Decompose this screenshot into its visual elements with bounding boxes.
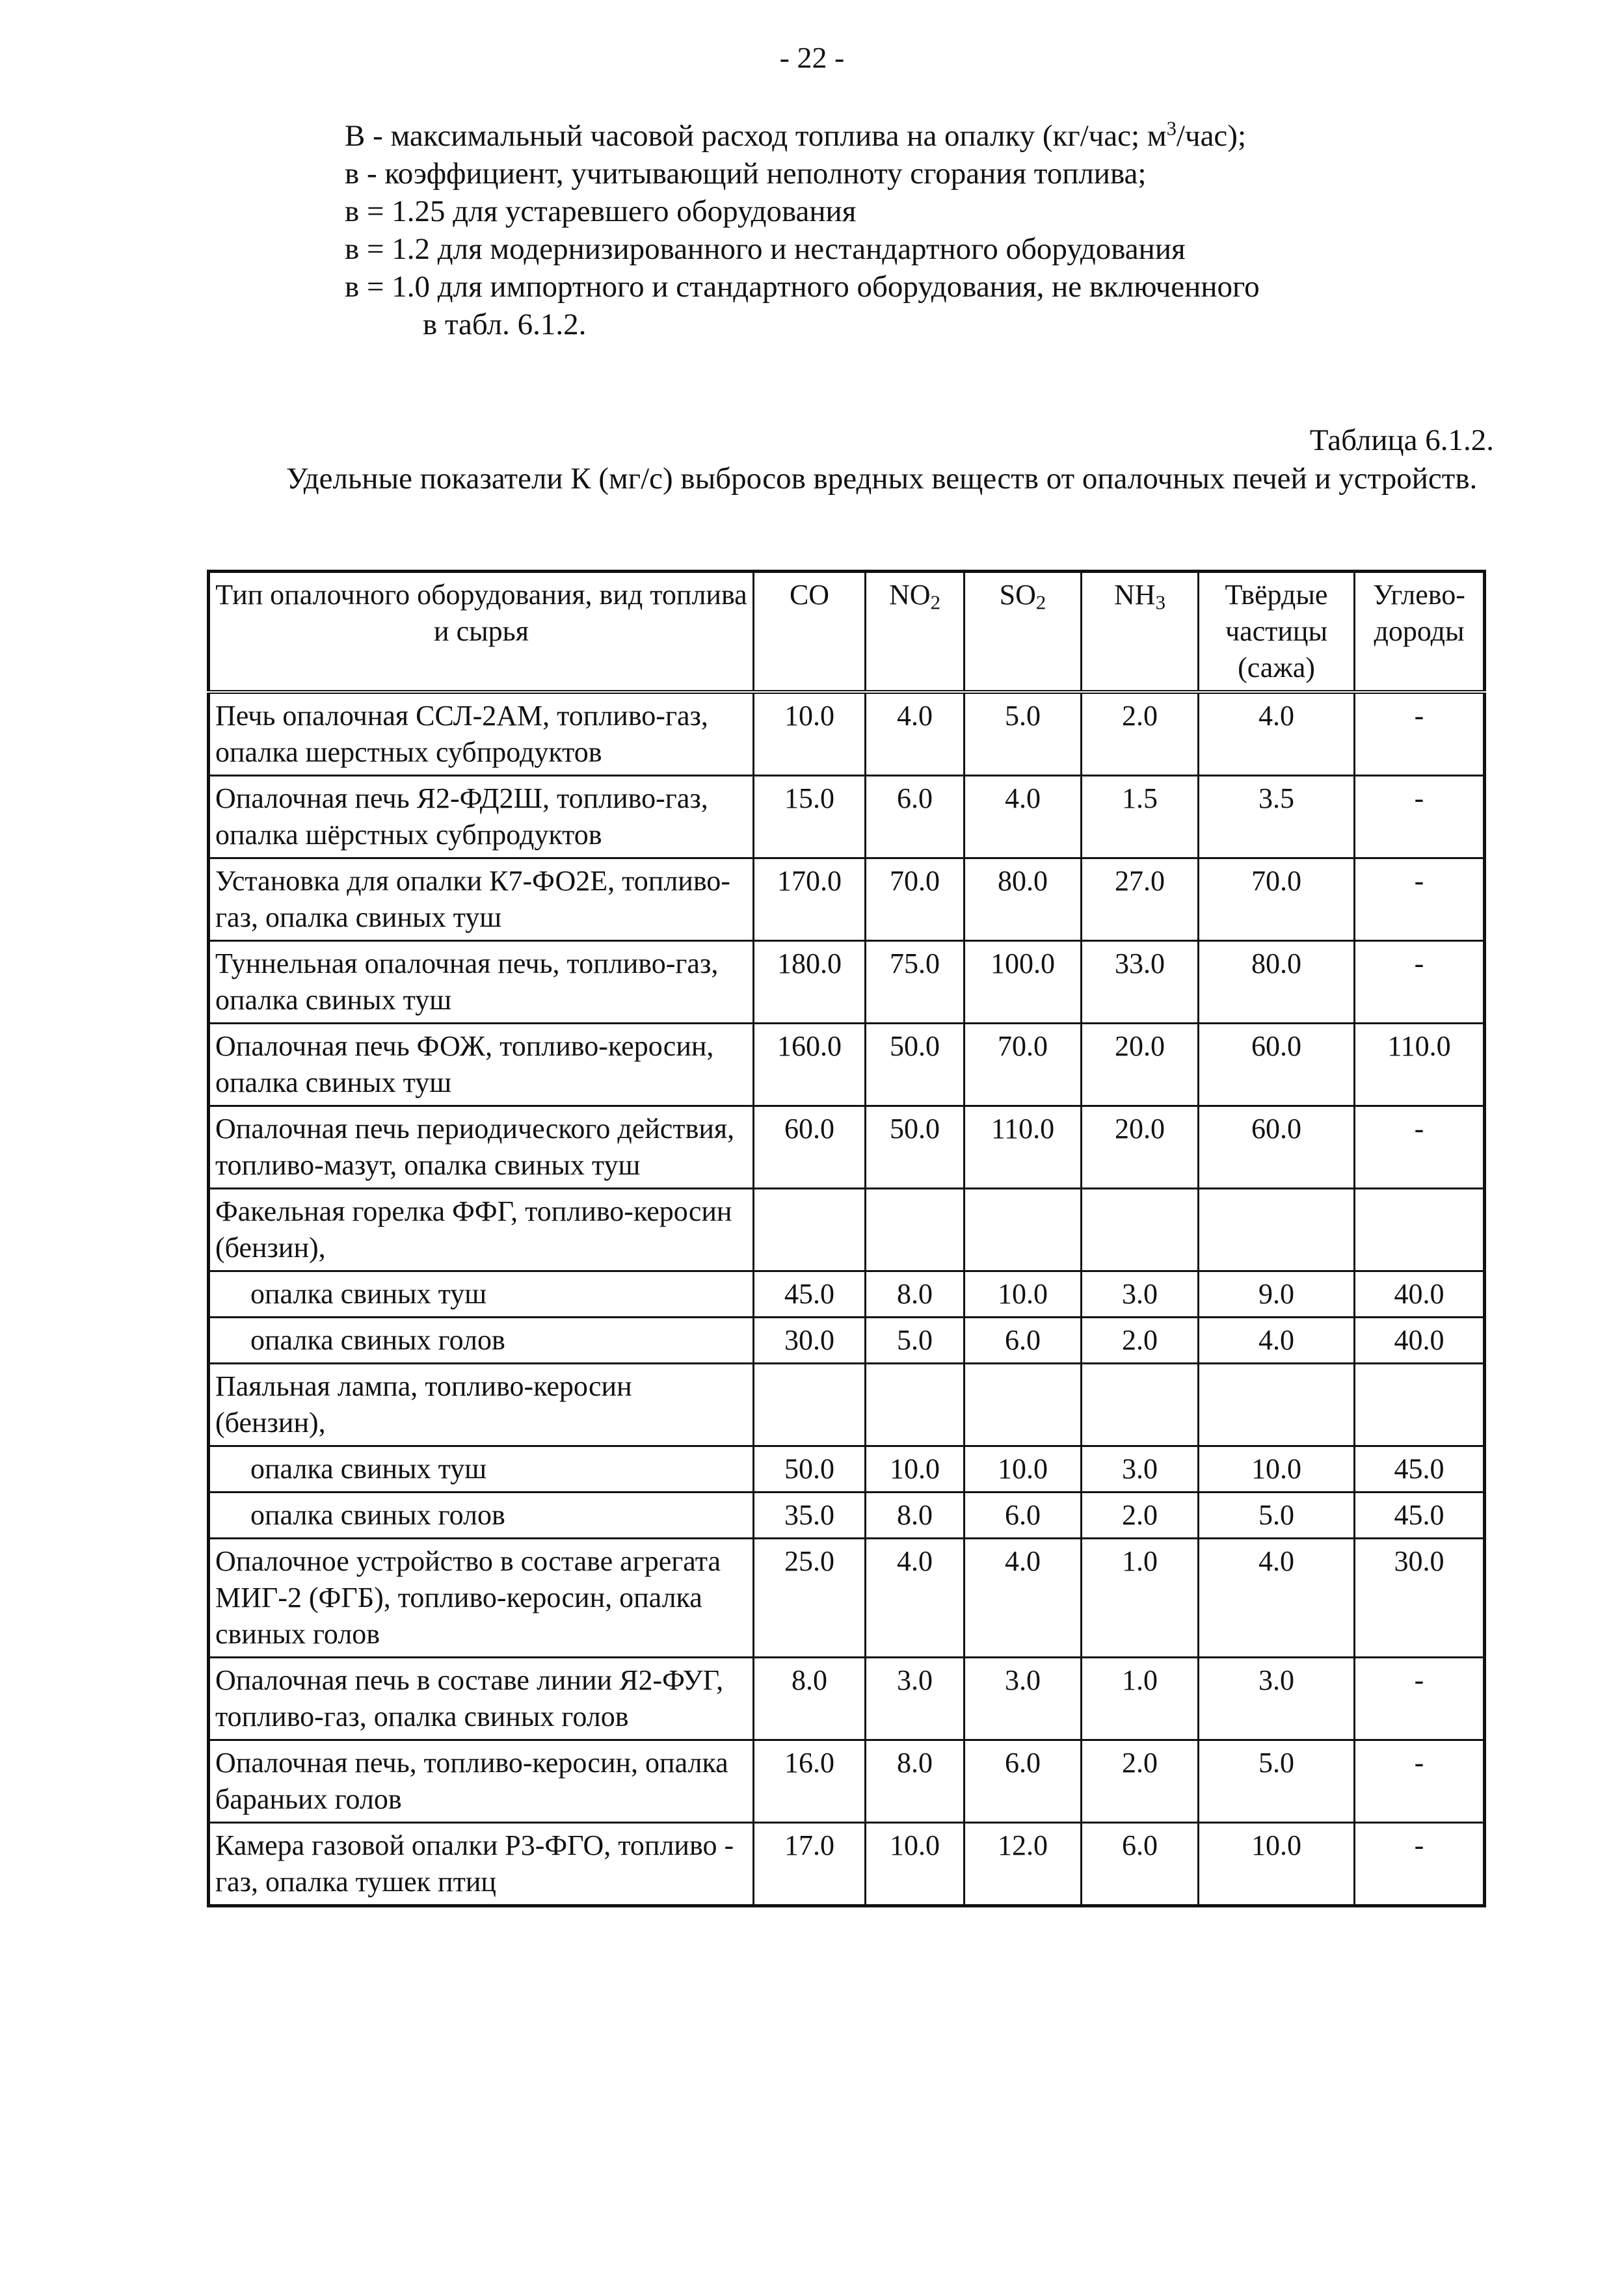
- cell-co: 170.0: [754, 858, 866, 941]
- table-subrow: [209, 1493, 1485, 1539]
- cell-nh3: 27.0: [1082, 858, 1199, 941]
- table-row: [209, 941, 1485, 1024]
- cell-solid: 4.0: [1199, 1318, 1355, 1364]
- cell-hydrocarbons: 40.0: [1355, 1318, 1485, 1364]
- cell-co: 60.0: [754, 1106, 866, 1189]
- cell-co: 30.0: [754, 1318, 866, 1364]
- table-row: [209, 1024, 1485, 1106]
- cell-so2: 10.0: [965, 1271, 1082, 1318]
- cell-so2: 3.0: [965, 1658, 1082, 1740]
- row-name: Опалочная печь ФОЖ, топливо-керосин, опалка свиных туш: [209, 1024, 754, 1106]
- cell-so2: 70.0: [965, 1024, 1082, 1106]
- table-number: Таблица 6.1.2.: [1309, 423, 1494, 457]
- cell-nh3: 3.0: [1082, 1271, 1199, 1318]
- cell-no2: 75.0: [866, 941, 965, 1024]
- cell-so2: 4.0: [965, 1539, 1082, 1658]
- table-row: [209, 1106, 1485, 1189]
- legend-line: в = 1.25 для устаревшего оборудования: [345, 194, 857, 228]
- subrow-name: опалка свиных голов: [209, 1318, 754, 1364]
- cell-solid: 3.5: [1199, 776, 1355, 858]
- legend-line: в = 1.0 для импортного и стандартного оборудования, не включенного: [345, 270, 1260, 304]
- cell-hydrocarbons: -: [1355, 941, 1485, 1024]
- header-type: Тип опалочного оборудования, вид топлива и сырья: [209, 572, 754, 693]
- cell-co: 25.0: [754, 1539, 866, 1658]
- cell-so2: 4.0: [965, 776, 1082, 858]
- table-group-heading: [209, 1189, 1485, 1271]
- cell-nh3: 20.0: [1082, 1024, 1199, 1106]
- cell-no2: 6.0: [866, 776, 965, 858]
- cell-hydrocarbons: -: [1355, 1106, 1485, 1189]
- row-name: Опалочная печь в составе линии Я2-ФУГ, топливо-газ, опалка свиных голов: [209, 1658, 754, 1740]
- row-name: Туннельная опалочная печь, топливо-газ, опалка свиных туш: [209, 941, 754, 1024]
- table-row: [209, 776, 1485, 858]
- cell-hydrocarbons: 110.0: [1355, 1024, 1485, 1106]
- table-subrow: [209, 1271, 1485, 1318]
- row-name: Печь опалочная ССЛ-2АМ, топливо-газ, опалка шерстных субпродуктов: [209, 692, 754, 776]
- cell-solid: 70.0: [1199, 858, 1355, 941]
- row-name: Опалочная печь Я2-ФД2Ш, топливо-газ, опалка шёрстных субпродуктов: [209, 776, 754, 858]
- cell-solid: 10.0: [1199, 1446, 1355, 1493]
- legend-line: в - коэффициент, учитывающий неполноту сгорания топлива;: [345, 157, 1147, 191]
- group-name: Паяльная лампа, топливо-керосин (бензин),: [209, 1364, 754, 1446]
- cell-no2: 3.0: [866, 1658, 965, 1740]
- cell-no2: 4.0: [866, 692, 965, 776]
- cell-nh3: 1.5: [1082, 776, 1199, 858]
- cell-no2: 10.0: [866, 1823, 965, 1906]
- table-subrow: [209, 1318, 1485, 1364]
- cell-no2: 10.0: [866, 1446, 965, 1493]
- cell-nh3: 1.0: [1082, 1658, 1199, 1740]
- cell-solid: 80.0: [1199, 941, 1355, 1024]
- cell-hydrocarbons: -: [1355, 1740, 1485, 1823]
- cell-co: 16.0: [754, 1740, 866, 1823]
- cell-so2: 5.0: [965, 692, 1082, 776]
- cell-so2: 6.0: [965, 1740, 1082, 1823]
- legend-line: в табл. 6.1.2.: [423, 308, 587, 341]
- cell-nh3: 2.0: [1082, 1493, 1199, 1539]
- cell-hydrocarbons: -: [1355, 858, 1485, 941]
- cell-co: 15.0: [754, 776, 866, 858]
- cell-so2: 6.0: [965, 1318, 1082, 1364]
- cell-solid: 5.0: [1199, 1740, 1355, 1823]
- cell-so2: 12.0: [965, 1823, 1082, 1906]
- row-name: Установка для опалки К7-ФО2Е, топливо-газ, опалка свиных туш: [209, 858, 754, 941]
- cell-no2: 50.0: [866, 1024, 965, 1106]
- table-row: [209, 858, 1485, 941]
- cell-no2: 5.0: [866, 1318, 965, 1364]
- cell-co: 180.0: [754, 941, 866, 1024]
- table-row: [209, 1658, 1485, 1740]
- subrow-name: опалка свиных голов: [209, 1493, 754, 1539]
- table-subrow: [209, 1446, 1485, 1493]
- cell-no2: 8.0: [866, 1740, 965, 1823]
- table-header-row: [209, 572, 1485, 693]
- cell-solid: 4.0: [1199, 1539, 1355, 1658]
- cell-so2: 100.0: [965, 941, 1082, 1024]
- cell-co: 45.0: [754, 1271, 866, 1318]
- cell-so2: 10.0: [965, 1446, 1082, 1493]
- header-so2: $SO_2$: [965, 572, 1082, 693]
- cell-so2: 6.0: [965, 1493, 1082, 1539]
- cell-solid: 5.0: [1199, 1493, 1355, 1539]
- cell-no2: 8.0: [866, 1493, 965, 1539]
- table-group-heading: [209, 1364, 1485, 1446]
- emissions-table: [207, 570, 1486, 1907]
- cell-nh3: 33.0: [1082, 941, 1199, 1024]
- table-row: [209, 1740, 1485, 1823]
- cell-hydrocarbons: -: [1355, 1823, 1485, 1906]
- cell-no2: 50.0: [866, 1106, 965, 1189]
- row-name: Опалочное устройство в составе агрегата МИГ-2 (ФГБ), топливо-керосин, опалка свиных голов: [209, 1539, 754, 1658]
- cell-nh3: 20.0: [1082, 1106, 1199, 1189]
- cell-solid: 60.0: [1199, 1106, 1355, 1189]
- row-name: Опалочная печь, топливо-керосин, опалка бараньих голов: [209, 1740, 754, 1823]
- cell-nh3: 3.0: [1082, 1446, 1199, 1493]
- group-name: Факельная горелка ФФГ, топливо-керосин (бензин),: [209, 1189, 754, 1271]
- cell-nh3: 2.0: [1082, 692, 1199, 776]
- formula-legend: [345, 117, 1580, 343]
- cell-no2: 8.0: [866, 1271, 965, 1318]
- table-row: [209, 692, 1485, 776]
- cell-co: 35.0: [754, 1493, 866, 1539]
- table-title: Удельные показатели К (мг/с) выбросов вредных веществ от опалочных печей и устройств.: [286, 462, 1478, 496]
- cell-hydrocarbons: -: [1355, 776, 1485, 858]
- cell-co: 50.0: [754, 1446, 866, 1493]
- cell-nh3: 1.0: [1082, 1539, 1199, 1658]
- cell-nh3: 2.0: [1082, 1318, 1199, 1364]
- cell-hydrocarbons: 40.0: [1355, 1271, 1485, 1318]
- header-co: CO: [754, 572, 866, 693]
- cell-no2: 70.0: [866, 858, 965, 941]
- row-name: Камера газовой опалки Р3-ФГО, топливо - газ, опалка тушек птиц: [209, 1823, 754, 1906]
- page-number: - 22 -: [779, 41, 845, 74]
- cell-hydrocarbons: 30.0: [1355, 1539, 1485, 1658]
- cell-hydrocarbons: -: [1355, 692, 1485, 776]
- cell-solid: 4.0: [1199, 692, 1355, 776]
- subrow-name: опалка свиных туш: [209, 1446, 754, 1493]
- cell-so2: 110.0: [965, 1106, 1082, 1189]
- cell-solid: 10.0: [1199, 1823, 1355, 1906]
- cell-hydrocarbons: 45.0: [1355, 1446, 1485, 1493]
- cell-hydrocarbons: 45.0: [1355, 1493, 1485, 1539]
- cell-co: 8.0: [754, 1658, 866, 1740]
- superscript: 3: [1166, 117, 1177, 140]
- header-solid: Твёрдые частицы (сажа): [1199, 572, 1355, 693]
- cell-co: 17.0: [754, 1823, 866, 1906]
- table-row: [209, 1823, 1485, 1906]
- cell-no2: 4.0: [866, 1539, 965, 1658]
- row-name: Опалочная печь периодического действия, топливо-мазут, опалка свиных туш: [209, 1106, 754, 1189]
- cell-so2: 80.0: [965, 858, 1082, 941]
- cell-solid: 3.0: [1199, 1658, 1355, 1740]
- header-hydrocarbons: Углево-дороды: [1355, 572, 1485, 693]
- cell-nh3: 6.0: [1082, 1823, 1199, 1906]
- header-nh3: $NH_3$: [1082, 572, 1199, 693]
- cell-co: 10.0: [754, 692, 866, 776]
- table-row: [209, 1539, 1485, 1658]
- cell-nh3: 2.0: [1082, 1740, 1199, 1823]
- legend-line: в = 1.2 для модернизированного и нестандартного оборудования: [345, 232, 1186, 266]
- legend-line-b: B - максимальный часовой расход топлива на опалку (кг/час; $м^3/час$);: [345, 117, 1247, 153]
- header-no2: $NO_2$: [866, 572, 965, 693]
- subrow-name: опалка свиных туш: [209, 1271, 754, 1318]
- cell-hydrocarbons: -: [1355, 1658, 1485, 1740]
- cell-solid: 9.0: [1199, 1271, 1355, 1318]
- cell-co: 160.0: [754, 1024, 866, 1106]
- cell-solid: 60.0: [1199, 1024, 1355, 1106]
